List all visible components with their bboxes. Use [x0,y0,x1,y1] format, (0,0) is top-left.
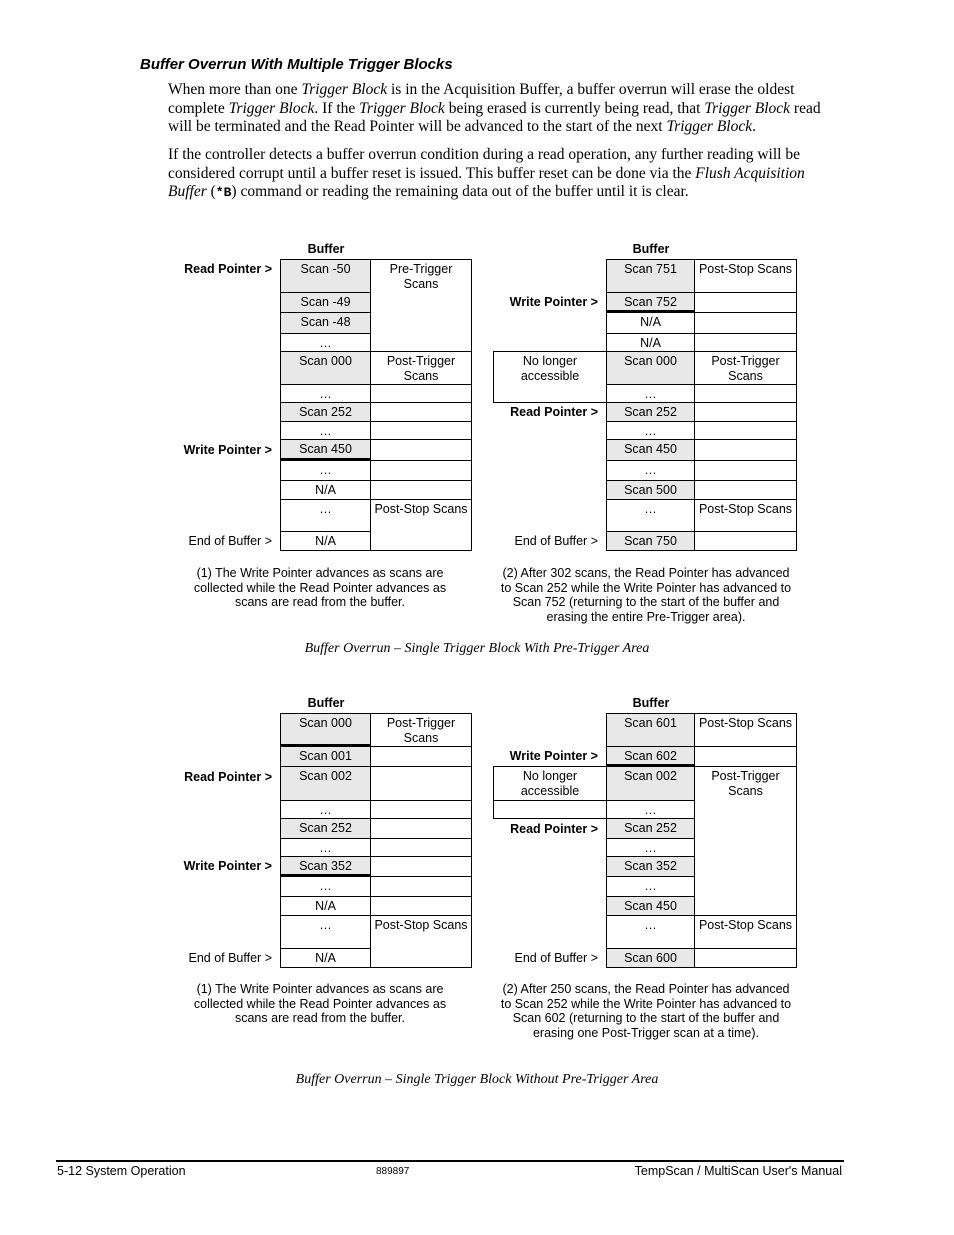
buffer-cell: Scan 500 [606,480,695,500]
buffer-cell: … [606,800,695,819]
fig1-left-header: Buffer [307,242,345,256]
side-cell [370,421,472,440]
no-longer-accessible: No longer accessible [493,351,607,403]
side-cell [370,460,472,481]
side-cell [694,480,797,500]
buffer-cell: Scan 352 [280,856,371,877]
footer-manual-title: TempScan / MultiScan User's Manual [634,1164,842,1178]
footer-doc-number: 889897 [376,1166,410,1177]
paragraph-1: When more than one Trigger Block is in the Acquisition Buffer, a buffer overrun will erase the oldest complete Trigger Block. If the Trigger Block being erased is currently being read, that Trigger Block read will be terminated and the Read Pointer will be advanced to the start of the next Trigger Block. [168,81,821,135]
buffer-cell: … [280,876,371,897]
buffer-cell: Scan 752 [606,292,695,313]
buffer-cell: Scan 001 [280,746,371,767]
post-trigger-area: Post-Trigger Scans [370,351,472,385]
fig1-right-write-pointer-label: Write Pointer > [509,295,598,309]
side-cell [370,402,472,422]
figure-1-title: Buffer Overrun – Single Trigger Block With Pre-Trigger Area [304,641,650,656]
buffer-cell: … [280,838,371,857]
buffer-cell: N/A [280,480,371,500]
buffer-cell: N/A [606,312,695,334]
fig1-left-end-label: End of Buffer > [188,534,272,548]
side-cell [694,460,797,481]
fig1-left-write-pointer-label: Write Pointer > [183,443,272,457]
buffer-cell: … [606,384,695,403]
buffer-cell: N/A [280,948,371,968]
buffer-cell: Scan 600 [606,948,695,968]
post-trigger-area: Post-Trigger Scans [370,713,472,747]
fig2-left-end-label: End of Buffer > [188,951,272,965]
buffer-cell: Scan 002 [280,766,371,801]
buffer-cell: Scan 750 [606,531,695,551]
side-cell [370,876,472,897]
buffer-cell: Scan 252 [280,402,371,422]
side-cell [370,818,472,839]
side-cell [694,312,797,334]
side-cell [370,480,472,500]
buffer-cell: Scan 000 [280,351,371,385]
post-stop-area: Post-Stop Scans [694,499,797,532]
buffer-cell: Scan 252 [606,402,695,422]
post-trigger-area: Post-Trigger Scans [694,766,797,916]
buffer-cell: Scan -48 [280,312,371,334]
fig2-left-write-pointer-label: Write Pointer > [183,859,272,873]
buffer-cell: Scan 601 [606,713,695,747]
buffer-cell: … [606,876,695,897]
fig1-right-header: Buffer [632,242,670,256]
side-cell [370,384,472,403]
buffer-cell: Scan 450 [280,439,371,461]
buffer-cell: … [280,915,371,949]
buffer-cell: Scan 450 [606,896,695,916]
buffer-cell: Scan 000 [280,713,371,747]
side-cell [694,746,797,767]
side-cell [370,439,472,461]
fig2-left-caption: (1) The Write Pointer advances as scans are collected while the Read Pointer advances as scans are read from the buffer. [193,982,447,1025]
post-stop-area-top: Post-Stop Scans [694,259,797,293]
side-cell [694,531,797,551]
buffer-cell: Scan 751 [606,259,695,293]
side-cell [694,384,797,403]
buffer-cell: N/A [280,896,371,916]
buffer-cell: Scan 352 [606,856,695,877]
side-cell [370,856,472,877]
buffer-cell: … [606,421,695,440]
buffer-cell: … [606,915,695,949]
buffer-cell: … [280,499,371,532]
buffer-cell: Scan 252 [280,818,371,839]
side-cell [694,333,797,352]
fig2-left-read-pointer-label: Read Pointer > [184,770,272,784]
fig1-left-caption: (1) The Write Pointer advances as scans are collected while the Read Pointer advances as scans are read from the buffer. [193,566,447,609]
footer-rule [56,1160,844,1162]
buffer-cell: Scan -50 [280,259,371,293]
fig1-right-end-label: End of Buffer > [514,534,598,548]
buffer-cell: … [280,333,371,352]
side-cell [370,746,472,767]
pre-trigger-area: Pre-Trigger Scans [370,259,472,352]
side-cell [694,948,797,968]
fig1-right-caption: (2) After 302 scans, the Read Pointer has advanced to Scan 252 while the Write Pointer has advanced to Scan 752 (returning to the start of the buffer and erasing the entire Pre-Trigger area). [500,566,792,624]
buffer-cell: … [280,460,371,481]
buffer-cell: Scan 252 [606,818,695,839]
buffer-cell: Scan -49 [280,292,371,313]
fig2-left-header: Buffer [307,696,345,710]
buffer-cell: N/A [280,531,371,551]
post-stop-area-top: Post-Stop Scans [694,713,797,747]
figure-2-title: Buffer Overrun – Single Trigger Block Without Pre-Trigger Area [295,1072,659,1087]
fig2-right-read-pointer-label: Read Pointer > [510,822,598,836]
buffer-cell: … [606,499,695,532]
side-cell [694,292,797,313]
side-cell [370,800,472,819]
footer-section: 5-12 System Operation [57,1164,186,1178]
buffer-cell: Scan 450 [606,439,695,461]
buffer-cell: N/A [606,333,695,352]
buffer-cell: Scan 000 [606,351,695,385]
buffer-cell: … [606,460,695,481]
side-cell [694,439,797,461]
fig2-right-header: Buffer [632,696,670,710]
fig1-left-read-pointer-label: Read Pointer > [184,262,272,276]
buffer-cell: … [280,421,371,440]
paragraph-2: If the controller detects a buffer overrun condition during a read operation, any further reading will be considered corrupt until a buffer reset is issued. This buffer reset can be done via the Flush Acquisition Buffer (*B) command or reading the remaining data out of the buffer until it is clear. [168,146,805,200]
post-stop-area: Post-Stop Scans [694,915,797,949]
fig1-right-read-pointer-label: Read Pointer > [510,405,598,419]
side-cell [493,800,607,819]
side-cell [694,421,797,440]
side-cell [370,838,472,857]
post-stop-area: Post-Stop Scans [370,499,472,551]
fig2-right-write-pointer-label: Write Pointer > [509,749,598,763]
fig2-right-end-label: End of Buffer > [514,951,598,965]
no-longer-accessible: No longer accessible [493,766,607,801]
side-cell [370,896,472,916]
buffer-cell: … [606,838,695,857]
section-title: Buffer Overrun With Multiple Trigger Blocks [140,56,453,73]
buffer-cell: Scan 602 [606,746,695,767]
fig2-right-caption: (2) After 250 scans, the Read Pointer has advanced to Scan 252 while the Write Pointer has advanced to Scan 602 (returning to the start of the buffer and erasing one Post-Trigger scan at a time). [500,982,792,1040]
side-cell [370,766,472,801]
buffer-cell: … [280,800,371,819]
post-stop-area: Post-Stop Scans [370,915,472,968]
buffer-cell: … [280,384,371,403]
side-cell [694,402,797,422]
buffer-cell: Scan 002 [606,766,695,801]
post-trigger-area: Post-Trigger Scans [694,351,797,385]
